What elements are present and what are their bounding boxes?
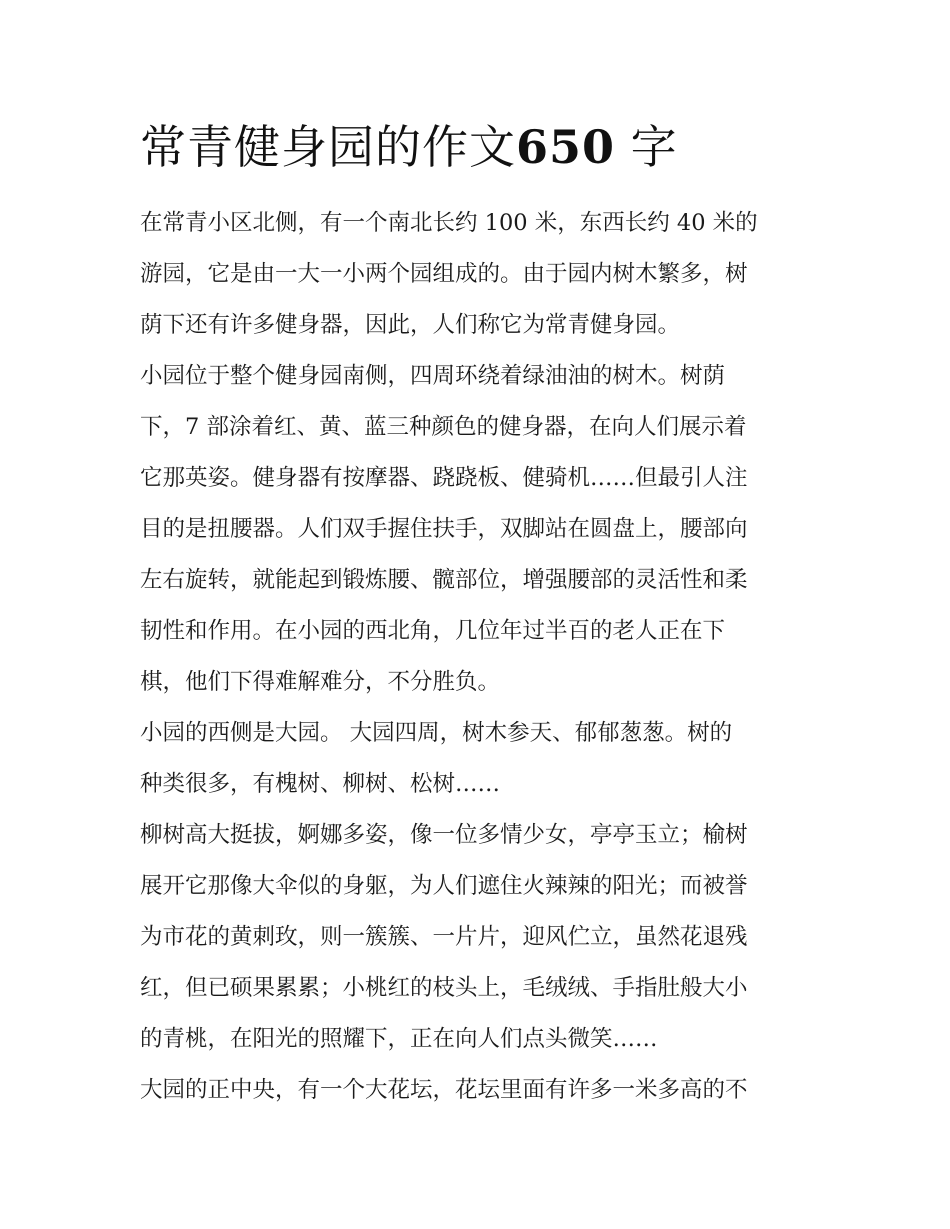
text-line: 为市花的黄刺玫，则一簇簇、一片片，迎风伫立，虽然花退残 [140, 924, 748, 950]
title-main: 常青健身园的作文 [140, 120, 516, 174]
article-body [140, 198, 812, 1116]
article-title [140, 118, 812, 176]
text-line: 在常青小区北侧，有一个南北长约 100 米，东西长约 40 米的 [140, 210, 758, 236]
text-line: 荫下还有许多健身器，因此，人们称它为常青健身园。 [140, 312, 681, 338]
paragraph-2 [140, 351, 812, 708]
paragraph-4 [140, 810, 812, 1065]
text-line: 韧性和作用。在小园的西北角，几位年过半百的老人正在下 [140, 618, 726, 644]
text-line: 的青桃，在阳光的照耀下，正在向人们点头微笑…… [140, 1026, 658, 1052]
text-line: 种类很多，有槐树、柳树、松树…… [140, 771, 501, 797]
article [140, 118, 812, 1116]
text-line: 它那英姿。健身器有按摩器、跷跷板、健骑机……但最引人注 [140, 465, 748, 491]
title-suffix: 字 [630, 120, 678, 174]
text-line: 小园位于整个健身园南侧，四周环绕着绿油油的树木。树荫 [140, 363, 726, 389]
text-line: 下，7 部涂着红、黄、蓝三种颜色的健身器，在向人们展示着 [140, 414, 747, 440]
text-line: 大园的正中央，有一个大花坛，花坛里面有许多一米多高的不 [140, 1077, 748, 1103]
text-line: 红，但已硕果累累；小桃红的枝头上，毛绒绒、手指肚般大小 [140, 975, 748, 1001]
paragraph-5 [140, 1065, 812, 1116]
text-line: 目的是扭腰器。人们双手握住扶手，双脚站在圆盘上，腰部向 [140, 516, 748, 542]
paragraph-1 [140, 198, 812, 351]
title-number: 650 [516, 120, 616, 174]
text-line: 左右旋转，就能起到锻炼腰、髋部位，增强腰部的灵活性和柔 [140, 567, 748, 593]
text-line: 游园，它是由一大一小两个园组成的。由于园内树木繁多，树 [140, 261, 748, 287]
text-line: 展开它那像大伞似的身躯，为人们遮住火辣辣的阳光；而被誉 [140, 873, 748, 899]
text-line: 小园的西侧是大园。 大园四周，树木参天、郁郁葱葱。树的 [140, 720, 733, 746]
text-line: 柳树高大挺拔，婀娜多姿，像一位多情少女，亭亭玉立；榆树 [140, 822, 748, 848]
paragraph-3 [140, 708, 812, 810]
text-line: 棋，他们下得难解难分，不分胜负。 [140, 669, 501, 695]
